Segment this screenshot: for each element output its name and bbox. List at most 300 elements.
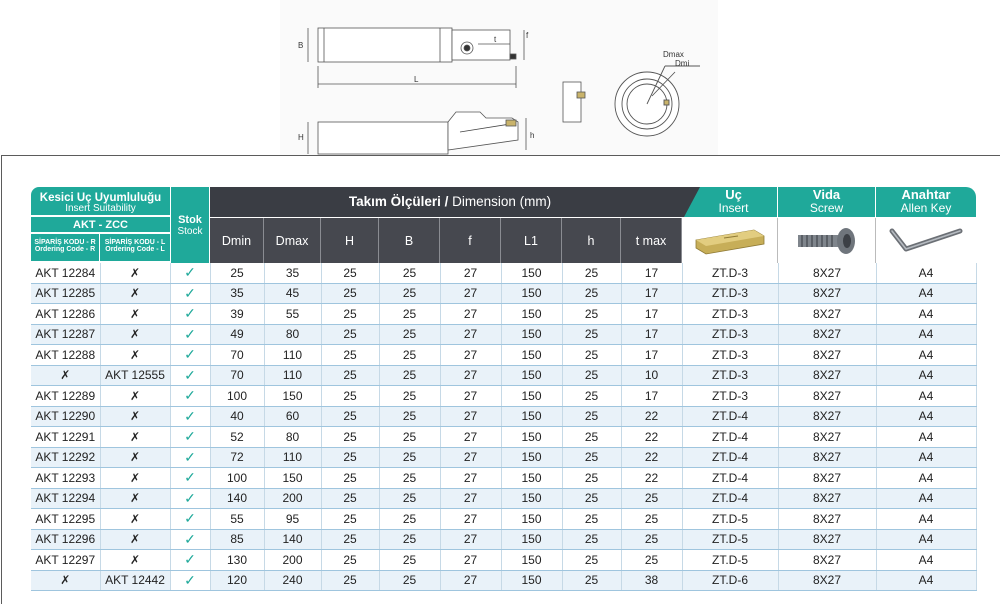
cell-insert-code: ZT.D-5: [682, 509, 778, 530]
cell-h-small: 25: [562, 345, 621, 366]
cell-l1: 150: [501, 488, 562, 509]
cell-dmax: 55: [264, 304, 321, 325]
cell-dmax: 45: [264, 283, 321, 304]
cell-f: 27: [440, 263, 501, 283]
cell-h-small: 25: [562, 427, 621, 448]
cell-f: 27: [440, 447, 501, 468]
cell-h-big: 25: [321, 529, 379, 550]
col-h-small-label: h: [587, 233, 595, 248]
stock-title: Stok: [178, 214, 202, 226]
cell-order-code-l: ✗: [100, 468, 170, 489]
cell-b: 25: [379, 550, 440, 571]
cell-h-small: 25: [562, 447, 621, 468]
cell-key-code: A4: [876, 488, 976, 509]
stock-header: [171, 187, 209, 263]
key-subtitle: Allen Key: [900, 200, 952, 215]
cell-t-max: 25: [621, 509, 682, 530]
allen-key-icon: [886, 225, 966, 257]
cell-screw-code: 8X27: [778, 406, 876, 427]
cell-order-code-r: AKT 12286: [31, 304, 100, 325]
cell-dmax: 150: [264, 386, 321, 407]
cell-order-code-r: AKT 12288: [31, 345, 100, 366]
cell-dmax: 80: [264, 427, 321, 448]
cell-h-big: 25: [321, 468, 379, 489]
cell-insert-code: ZT.D-4: [682, 427, 778, 448]
cell-f: 27: [440, 406, 501, 427]
dimension-title-en: Dimension (mm): [448, 194, 552, 209]
cell-screw-code: 8X27: [778, 468, 876, 489]
cell-b: 25: [379, 427, 440, 448]
cell-t-max: 10: [621, 365, 682, 386]
cell-dmin: 130: [210, 550, 264, 571]
key-header: [876, 187, 976, 217]
cell-order-code-r: AKT 12291: [31, 427, 100, 448]
cell-order-code-l: ✗: [100, 447, 170, 468]
cell-h-small: 25: [562, 509, 621, 530]
cell-l1: 150: [501, 570, 562, 591]
cell-dmin: 140: [210, 488, 264, 509]
table-row: [31, 304, 976, 325]
cell-f: 27: [440, 324, 501, 345]
cell-b: 25: [379, 509, 440, 530]
cell-t-max: 25: [621, 488, 682, 509]
cell-h-big: 25: [321, 283, 379, 304]
cell-screw-code: 8X27: [778, 427, 876, 448]
cell-b: 25: [379, 304, 440, 325]
cell-b: 25: [379, 283, 440, 304]
order-r-subtitle: Ordering Code - R: [34, 246, 96, 254]
cell-insert-code: ZT.D-3: [682, 324, 778, 345]
table-row: [31, 283, 976, 304]
cell-f: 27: [440, 468, 501, 489]
cell-key-code: A4: [876, 324, 976, 345]
cell-order-code-r: AKT 12290: [31, 406, 100, 427]
table-row: [31, 365, 976, 386]
cell-t-max: 17: [621, 324, 682, 345]
cell-f: 27: [440, 529, 501, 550]
cell-f: 27: [440, 570, 501, 591]
cell-l1: 150: [501, 283, 562, 304]
cell-key-code: A4: [876, 427, 976, 448]
label-dmin: Dmi: [675, 59, 690, 68]
cell-dmin: 40: [210, 406, 264, 427]
cell-screw-code: 8X27: [778, 529, 876, 550]
col-dmax-label: Dmax: [275, 233, 309, 248]
cell-l1: 150: [501, 406, 562, 427]
cell-screw-code: 8X27: [778, 570, 876, 591]
cell-stock: ✓: [170, 427, 210, 448]
cell-h-small: 25: [562, 406, 621, 427]
cell-screw-code: 8X27: [778, 550, 876, 571]
insert-subtitle: Insert: [718, 200, 749, 215]
insert-icon: [694, 226, 766, 256]
suitability-subtitle: Insert Suitability: [65, 203, 136, 215]
brand-header: [31, 216, 170, 232]
cell-h-big: 25: [321, 304, 379, 325]
cell-order-code-l: ✗: [100, 427, 170, 448]
cell-l1: 150: [501, 509, 562, 530]
cell-dmax: 110: [264, 447, 321, 468]
cell-dmin: 70: [210, 345, 264, 366]
cell-stock: ✓: [170, 365, 210, 386]
cell-key-code: A4: [876, 345, 976, 366]
cell-f: 27: [440, 550, 501, 571]
cell-order-code-r: AKT 12285: [31, 283, 100, 304]
cell-screw-code: 8X27: [778, 283, 876, 304]
cell-b: 25: [379, 365, 440, 386]
table-row: [31, 509, 976, 530]
cell-h-big: 25: [321, 345, 379, 366]
cell-screw-code: 8X27: [778, 345, 876, 366]
cell-screw-code: 8X27: [778, 324, 876, 345]
cell-dmax: 110: [264, 365, 321, 386]
col-f: [440, 218, 501, 263]
cell-stock: ✓: [170, 263, 210, 283]
cell-insert-code: ZT.D-3: [682, 263, 778, 283]
cell-l1: 150: [501, 324, 562, 345]
key-image: [876, 218, 976, 263]
insert-image: [682, 218, 778, 263]
col-tmax: [621, 218, 682, 263]
cell-dmax: 110: [264, 345, 321, 366]
cell-dmax: 140: [264, 529, 321, 550]
cell-h-small: 25: [562, 468, 621, 489]
cell-dmin: 100: [210, 468, 264, 489]
table-row: [31, 488, 976, 509]
cell-h-big: 25: [321, 386, 379, 407]
order-l-subtitle: Ordering Code - L: [105, 246, 165, 254]
cell-stock: ✓: [170, 324, 210, 345]
cell-h-small: 25: [562, 529, 621, 550]
cell-insert-code: ZT.D-3: [682, 345, 778, 366]
col-h-small: [562, 218, 621, 263]
cell-l1: 150: [501, 386, 562, 407]
col-l1-label: L1: [524, 233, 538, 248]
label-b: B: [298, 41, 304, 50]
cell-h-big: 25: [321, 550, 379, 571]
table-row: [31, 550, 976, 571]
cell-order-code-r: AKT 12295: [31, 509, 100, 530]
screw-title: Vida: [812, 187, 841, 202]
cell-dmin: 39: [210, 304, 264, 325]
cell-stock: ✓: [170, 550, 210, 571]
cell-t-max: 17: [621, 304, 682, 325]
cell-t-max: 17: [621, 386, 682, 407]
cell-f: 27: [440, 304, 501, 325]
cell-h-big: 25: [321, 406, 379, 427]
cell-dmax: 60: [264, 406, 321, 427]
cell-l1: 150: [501, 427, 562, 448]
cell-f: 27: [440, 365, 501, 386]
cell-dmin: 100: [210, 386, 264, 407]
label-t: t: [494, 35, 497, 44]
label-l: L: [414, 75, 419, 84]
order-r-title: SİPARİŞ KODU - R: [34, 239, 96, 246]
cell-f: 27: [440, 283, 501, 304]
cell-h-big: 25: [321, 365, 379, 386]
cell-t-max: 17: [621, 283, 682, 304]
cell-insert-code: ZT.D-3: [682, 386, 778, 407]
cell-order-code-r: AKT 12292: [31, 447, 100, 468]
cell-dmax: 80: [264, 324, 321, 345]
cell-dmax: 200: [264, 488, 321, 509]
cell-order-code-r: AKT 12296: [31, 529, 100, 550]
cell-key-code: A4: [876, 283, 976, 304]
cell-dmin: 52: [210, 427, 264, 448]
cell-dmin: 70: [210, 365, 264, 386]
suitability-title: Kesici Uç Uyumluluğu: [39, 192, 162, 204]
col-dmax: [264, 218, 321, 263]
cell-b: 25: [379, 468, 440, 489]
cell-h-big: 25: [321, 509, 379, 530]
cell-l1: 150: [501, 468, 562, 489]
cell-stock: ✓: [170, 304, 210, 325]
table-row: [31, 263, 976, 283]
cell-t-max: 17: [621, 345, 682, 366]
cell-t-max: 25: [621, 529, 682, 550]
table-row: [31, 345, 976, 366]
cell-screw-code: 8X27: [778, 304, 876, 325]
insert-title: Uç: [725, 187, 742, 202]
cell-dmin: 55: [210, 509, 264, 530]
cell-order-code-l: ✗: [100, 550, 170, 571]
insert-header: [690, 188, 777, 216]
cell-h-big: 25: [321, 263, 379, 283]
cell-insert-code: ZT.D-5: [682, 550, 778, 571]
cell-stock: ✓: [170, 570, 210, 591]
cell-b: 25: [379, 570, 440, 591]
cell-stock: ✓: [170, 509, 210, 530]
cell-insert-code: ZT.D-4: [682, 488, 778, 509]
cell-f: 27: [440, 509, 501, 530]
cell-order-code-r: AKT 12297: [31, 550, 100, 571]
cell-order-code-r: AKT 12294: [31, 488, 100, 509]
cell-screw-code: 8X27: [778, 365, 876, 386]
cell-key-code: A4: [876, 386, 976, 407]
cell-stock: ✓: [170, 283, 210, 304]
cell-dmax: 240: [264, 570, 321, 591]
cell-stock: ✓: [170, 406, 210, 427]
cell-dmax: 200: [264, 550, 321, 571]
cell-h-big: 25: [321, 488, 379, 509]
cell-order-code-l: ✗: [100, 324, 170, 345]
col-dmin: [210, 218, 264, 263]
cell-order-code-l: ✗: [100, 283, 170, 304]
table-row: [31, 406, 976, 427]
spec-table: [31, 263, 977, 591]
col-l1: [501, 218, 562, 263]
screw-header: [778, 187, 875, 217]
cell-screw-code: 8X27: [778, 386, 876, 407]
cell-f: 27: [440, 386, 501, 407]
cell-order-code-l: AKT 12555: [100, 365, 170, 386]
dimension-title: [210, 187, 690, 217]
label-h-big: H: [298, 133, 304, 142]
col-b: [379, 218, 440, 263]
cell-dmin: 25: [210, 263, 264, 283]
cell-insert-code: ZT.D-4: [682, 406, 778, 427]
cell-insert-code: ZT.D-6: [682, 570, 778, 591]
col-f-label: f: [468, 233, 472, 248]
cell-h-small: 25: [562, 283, 621, 304]
order-l-title: SİPARİŞ KODU - L: [104, 239, 166, 246]
cell-order-code-r: AKT 12293: [31, 468, 100, 489]
cell-order-code-l: ✗: [100, 406, 170, 427]
cell-dmin: 35: [210, 283, 264, 304]
cell-dmin: 120: [210, 570, 264, 591]
cell-insert-code: ZT.D-3: [682, 304, 778, 325]
cell-key-code: A4: [876, 406, 976, 427]
cell-l1: 150: [501, 304, 562, 325]
screw-subtitle: Screw: [809, 200, 844, 215]
cell-order-code-r: ✗: [31, 365, 100, 386]
screw-icon: [792, 227, 862, 255]
cell-stock: ✓: [170, 345, 210, 366]
cell-order-code-l: ✗: [100, 509, 170, 530]
cell-l1: 150: [501, 365, 562, 386]
cell-dmax: 95: [264, 509, 321, 530]
cell-b: 25: [379, 406, 440, 427]
cell-order-code-r: AKT 12287: [31, 324, 100, 345]
table-row: [31, 447, 976, 468]
cell-h-big: 25: [321, 447, 379, 468]
cell-key-code: A4: [876, 468, 976, 489]
cell-stock: ✓: [170, 488, 210, 509]
cell-order-code-l: AKT 12442: [100, 570, 170, 591]
cell-t-max: 22: [621, 406, 682, 427]
order-r-header: [31, 233, 100, 261]
cell-b: 25: [379, 345, 440, 366]
cell-h-big: 25: [321, 570, 379, 591]
cell-order-code-r: AKT 12284: [31, 263, 100, 283]
cell-b: 25: [379, 386, 440, 407]
suitability-header: [31, 187, 170, 215]
cell-t-max: 17: [621, 263, 682, 283]
cell-h-small: 25: [562, 386, 621, 407]
cell-key-code: A4: [876, 550, 976, 571]
table-row: [31, 386, 976, 407]
cell-order-code-l: ✗: [100, 345, 170, 366]
stock-subtitle: Stock: [177, 225, 203, 237]
col-tmax-label: t max: [635, 233, 667, 248]
cell-key-code: A4: [876, 529, 976, 550]
cell-l1: 150: [501, 550, 562, 571]
cell-screw-code: 8X27: [778, 509, 876, 530]
cell-b: 25: [379, 529, 440, 550]
cell-f: 27: [440, 427, 501, 448]
cell-dmin: 85: [210, 529, 264, 550]
cell-h-small: 25: [562, 488, 621, 509]
cell-insert-code: ZT.D-4: [682, 468, 778, 489]
cell-b: 25: [379, 324, 440, 345]
cell-insert-code: ZT.D-4: [682, 447, 778, 468]
cell-b: 25: [379, 488, 440, 509]
cell-h-big: 25: [321, 427, 379, 448]
col-h-big-label: H: [344, 233, 355, 248]
cell-key-code: A4: [876, 447, 976, 468]
col-dmin-label: Dmin: [221, 233, 252, 248]
cell-screw-code: 8X27: [778, 263, 876, 283]
cell-h-small: 25: [562, 550, 621, 571]
cell-t-max: 25: [621, 550, 682, 571]
cell-dmin: 49: [210, 324, 264, 345]
table-row: [31, 427, 976, 448]
cell-stock: ✓: [170, 386, 210, 407]
cell-order-code-l: ✗: [100, 304, 170, 325]
cell-order-code-l: ✗: [100, 488, 170, 509]
cell-dmin: 72: [210, 447, 264, 468]
table-row: [31, 570, 976, 591]
brand-label: AKT - ZCC: [73, 219, 128, 231]
cell-b: 25: [379, 263, 440, 283]
label-dmax: Dmax: [663, 50, 684, 59]
cell-h-small: 25: [562, 365, 621, 386]
cell-l1: 150: [501, 529, 562, 550]
cell-t-max: 38: [621, 570, 682, 591]
table-row: [31, 324, 976, 345]
cell-order-code-l: ✗: [100, 263, 170, 283]
cell-l1: 150: [501, 447, 562, 468]
col-b-label: B: [404, 233, 414, 248]
key-title: Anahtar: [901, 187, 951, 202]
technical-drawing: [280, 0, 718, 156]
cell-t-max: 22: [621, 447, 682, 468]
cell-h-small: 25: [562, 304, 621, 325]
cell-l1: 150: [501, 345, 562, 366]
dimension-title-tr: Takım Ölçüleri /: [348, 194, 449, 209]
screw-image: [778, 218, 876, 263]
spec-table-body: [31, 263, 976, 591]
cell-key-code: A4: [876, 365, 976, 386]
cell-key-code: A4: [876, 509, 976, 530]
cell-order-code-r: AKT 12289: [31, 386, 100, 407]
cell-insert-code: ZT.D-3: [682, 365, 778, 386]
cell-f: 27: [440, 345, 501, 366]
col-h-big: [321, 218, 379, 263]
cell-insert-code: ZT.D-5: [682, 529, 778, 550]
cell-screw-code: 8X27: [778, 488, 876, 509]
cell-stock: ✓: [170, 468, 210, 489]
cell-insert-code: ZT.D-3: [682, 283, 778, 304]
cell-t-max: 22: [621, 468, 682, 489]
cell-b: 25: [379, 447, 440, 468]
cell-h-big: 25: [321, 324, 379, 345]
cell-f: 27: [440, 488, 501, 509]
cell-h-small: 25: [562, 263, 621, 283]
cell-key-code: A4: [876, 570, 976, 591]
cell-stock: ✓: [170, 447, 210, 468]
cell-order-code-l: ✗: [100, 386, 170, 407]
cell-order-code-l: ✗: [100, 529, 170, 550]
cell-dmax: 35: [264, 263, 321, 283]
cell-key-code: A4: [876, 263, 976, 283]
table-row: [31, 468, 976, 489]
tool-holder-drawing: [280, 0, 718, 156]
cell-h-small: 25: [562, 324, 621, 345]
order-l-header: [100, 233, 170, 261]
cell-key-code: A4: [876, 304, 976, 325]
cell-order-code-r: ✗: [31, 570, 100, 591]
cell-screw-code: 8X27: [778, 447, 876, 468]
cell-stock: ✓: [170, 529, 210, 550]
label-f: f: [526, 31, 529, 40]
table-row: [31, 529, 976, 550]
cell-t-max: 22: [621, 427, 682, 448]
cell-h-small: 25: [562, 570, 621, 591]
cell-dmax: 150: [264, 468, 321, 489]
label-h-small: h: [530, 131, 535, 140]
cell-l1: 150: [501, 263, 562, 283]
